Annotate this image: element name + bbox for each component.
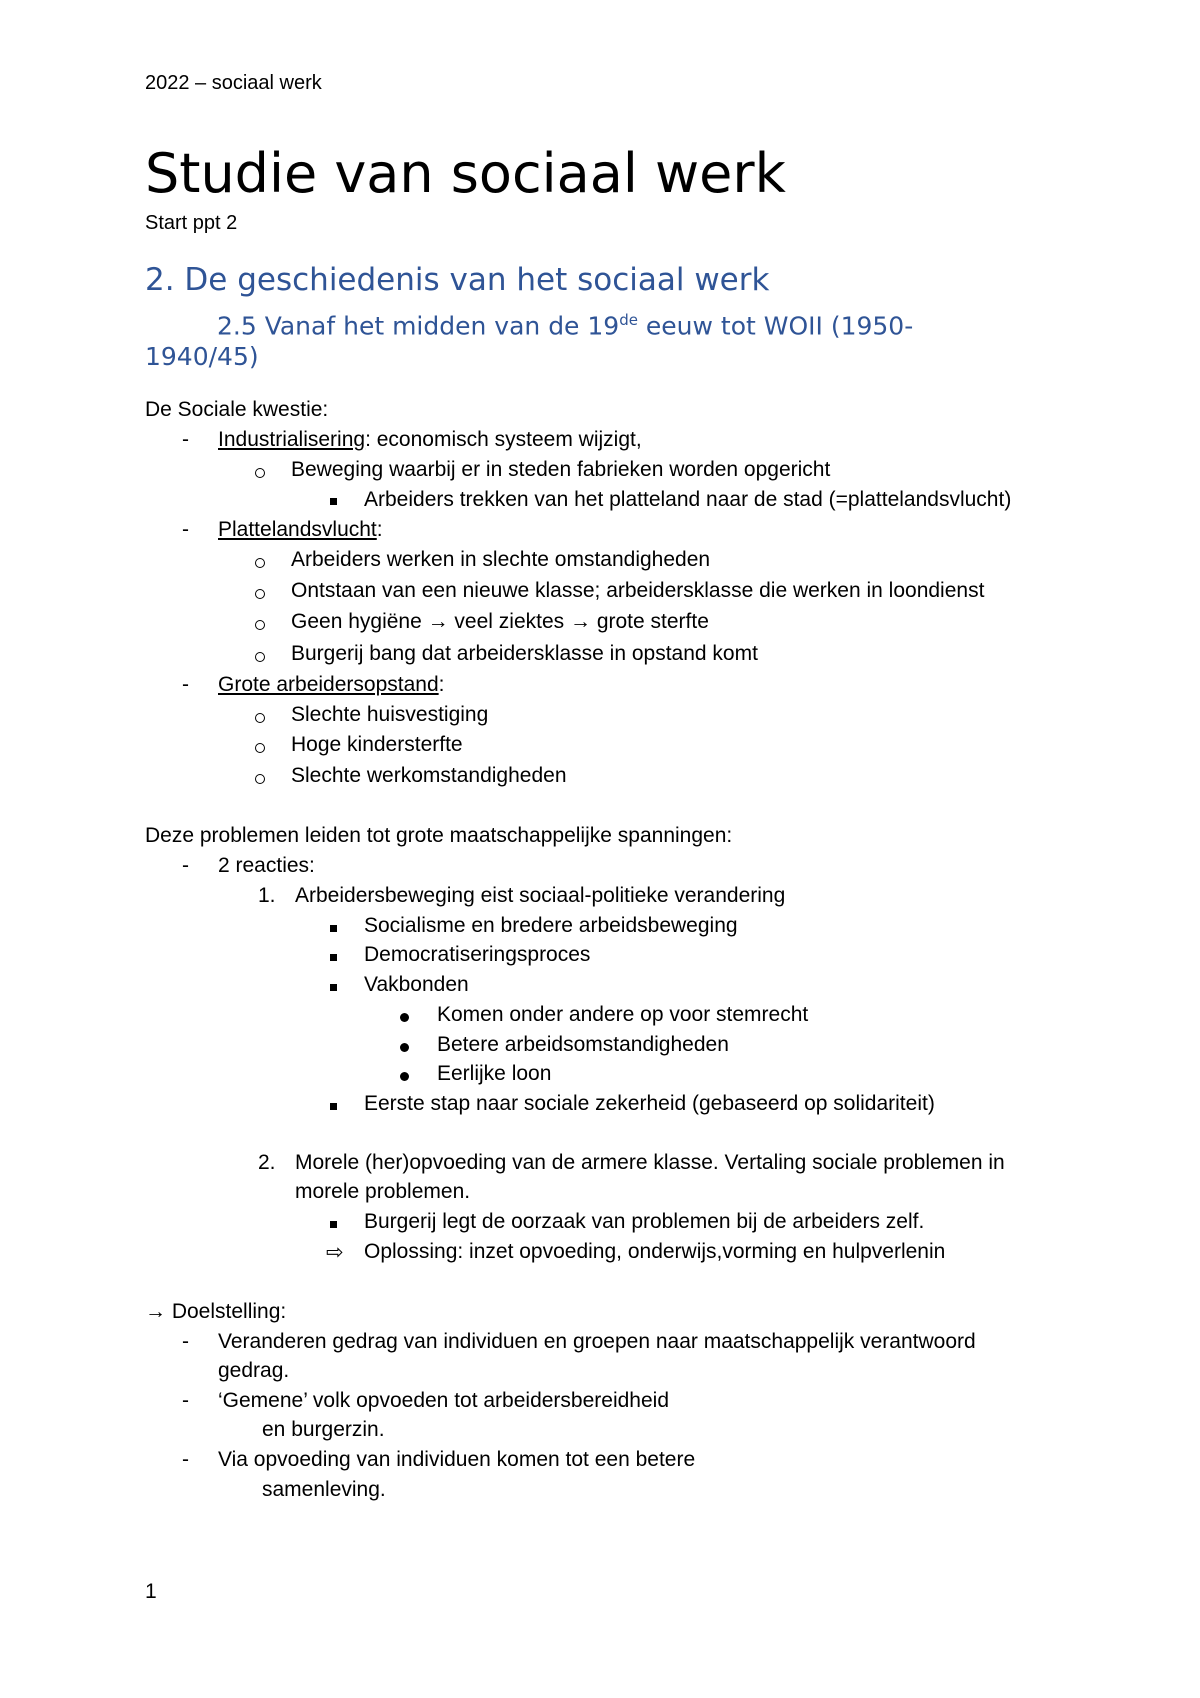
dash-bullet: - xyxy=(182,673,189,696)
dash-bullet: - xyxy=(182,1448,189,1471)
list-item-continuation: samenleving. xyxy=(262,1478,386,1501)
list-item: Democratiseringsproces xyxy=(364,943,591,966)
list-item-continuation: morele problemen. xyxy=(295,1180,471,1203)
section-intro: → Doelstelling: xyxy=(145,1300,287,1323)
circle-bullet-icon xyxy=(255,652,265,662)
heading-2-superscript: de xyxy=(619,311,638,329)
square-bullet-icon xyxy=(330,925,337,932)
square-bullet-icon xyxy=(330,1221,337,1228)
heading-2-part2: eeuw tot WOII (1950- xyxy=(637,311,914,341)
number-label: 2. xyxy=(258,1151,276,1174)
list-item: ‘Gemene’ volk opvoeden tot arbeidersbereidheid xyxy=(218,1389,670,1412)
number-label: 1. xyxy=(258,884,276,907)
list-item: Eerlijke loon xyxy=(437,1062,552,1085)
circle-bullet-icon xyxy=(255,713,265,723)
section-intro: Deze problemen leiden tot grote maatschappelijke spanningen: xyxy=(145,824,733,847)
square-bullet-icon xyxy=(330,1103,337,1110)
list-item-continuation: en burgerzin. xyxy=(262,1418,385,1441)
circle-bullet-icon xyxy=(255,774,265,784)
list-item-continuation: gedrag. xyxy=(218,1359,290,1382)
list-item: Vakbonden xyxy=(364,973,469,996)
heading-2-line2: 1940/45) xyxy=(145,342,259,372)
list-item: Komen onder andere op voor stemrecht xyxy=(437,1003,809,1026)
list-item: Oplossing: inzet opvoeding, onderwijs,vorming en hulpverlenin xyxy=(364,1240,946,1263)
list-item: Slechte huisvestiging xyxy=(291,703,489,726)
list-item: Via opvoeding van individuen komen tot een betere xyxy=(218,1448,696,1471)
list-item-text: : xyxy=(438,673,445,696)
list-item: Burgerij legt de oorzaak van problemen bij de arbeiders zelf. xyxy=(364,1210,925,1233)
term-underlined: Grote arbeidersopstand xyxy=(218,673,439,696)
list-item: Betere arbeidsomstandigheden xyxy=(437,1033,729,1056)
list-item: Eerste stap naar sociale zekerheid (gebaseerd op solidariteit) xyxy=(364,1092,935,1115)
dash-bullet: - xyxy=(182,428,189,451)
list-item: Hoge kindersterfte xyxy=(291,733,463,756)
dash-bullet: - xyxy=(182,1330,189,1353)
page-number: 1 xyxy=(145,1580,157,1603)
filled-bullet-icon xyxy=(400,1072,409,1081)
circle-bullet-icon xyxy=(255,589,265,599)
heading-2 xyxy=(145,305,1045,372)
list-item: Burgerij bang dat arbeidersklasse in opstand komt xyxy=(291,642,758,665)
term-underlined: Plattelandsvlucht xyxy=(218,518,377,541)
list-item xyxy=(218,428,642,452)
heading-2-part1: 2.5 Vanaf het midden van de 19 xyxy=(217,311,620,341)
list-item: Veranderen gedrag van individuen en groepen naar maatschappelijk verantwoord xyxy=(218,1330,976,1353)
document-subtitle: Start ppt 2 xyxy=(145,212,238,234)
page-header: 2022 – sociaal werk xyxy=(145,72,322,94)
section-intro: De Sociale kwestie: xyxy=(145,398,329,421)
circle-bullet-icon xyxy=(255,468,265,478)
dash-bullet: - xyxy=(182,518,189,541)
list-item: Slechte werkomstandigheden xyxy=(291,764,567,787)
heading-1: 2. De geschiedenis van het sociaal werk xyxy=(145,262,770,298)
square-bullet-icon xyxy=(330,984,337,991)
list-item: Arbeiders trekken van het platteland naar de stad (=plattelandsvlucht) xyxy=(364,488,1012,511)
circle-bullet-icon xyxy=(255,743,265,753)
list-item: Arbeidersbeweging eist sociaal-politieke verandering xyxy=(295,884,786,907)
term-underlined: Industrialisering xyxy=(218,428,366,451)
list-item: 2 reacties: xyxy=(218,854,315,877)
square-bullet-icon xyxy=(330,954,337,961)
list-item: Arbeiders werken in slechte omstandigheden xyxy=(291,548,711,571)
list-item-text: : xyxy=(376,518,383,541)
dash-bullet: - xyxy=(182,1389,189,1412)
list-item-text: : economisch systeem wijzigt, xyxy=(365,428,642,451)
circle-bullet-icon xyxy=(255,620,265,630)
list-item: Ontstaan van een nieuwe klasse; arbeidersklasse die werken in loondienst xyxy=(291,579,985,602)
filled-bullet-icon xyxy=(400,1043,409,1052)
filled-bullet-icon xyxy=(400,1013,409,1022)
dash-bullet: - xyxy=(182,854,189,877)
arrow-bullet-icon: ⇨ xyxy=(326,1241,344,1264)
document-title: Studie van sociaal werk xyxy=(145,142,786,205)
list-item xyxy=(218,673,444,697)
list-item: Beweging waarbij er in steden fabrieken worden opgericht xyxy=(291,458,831,481)
square-bullet-icon xyxy=(330,498,337,505)
list-item xyxy=(218,518,383,542)
list-item: Geen hygiëne → veel ziektes → grote sterfte xyxy=(291,610,709,633)
list-item: Socialisme en bredere arbeidsbeweging xyxy=(364,914,738,937)
list-item: Morele (her)opvoeding van de armere klasse. Vertaling sociale problemen in xyxy=(295,1151,1005,1174)
circle-bullet-icon xyxy=(255,558,265,568)
